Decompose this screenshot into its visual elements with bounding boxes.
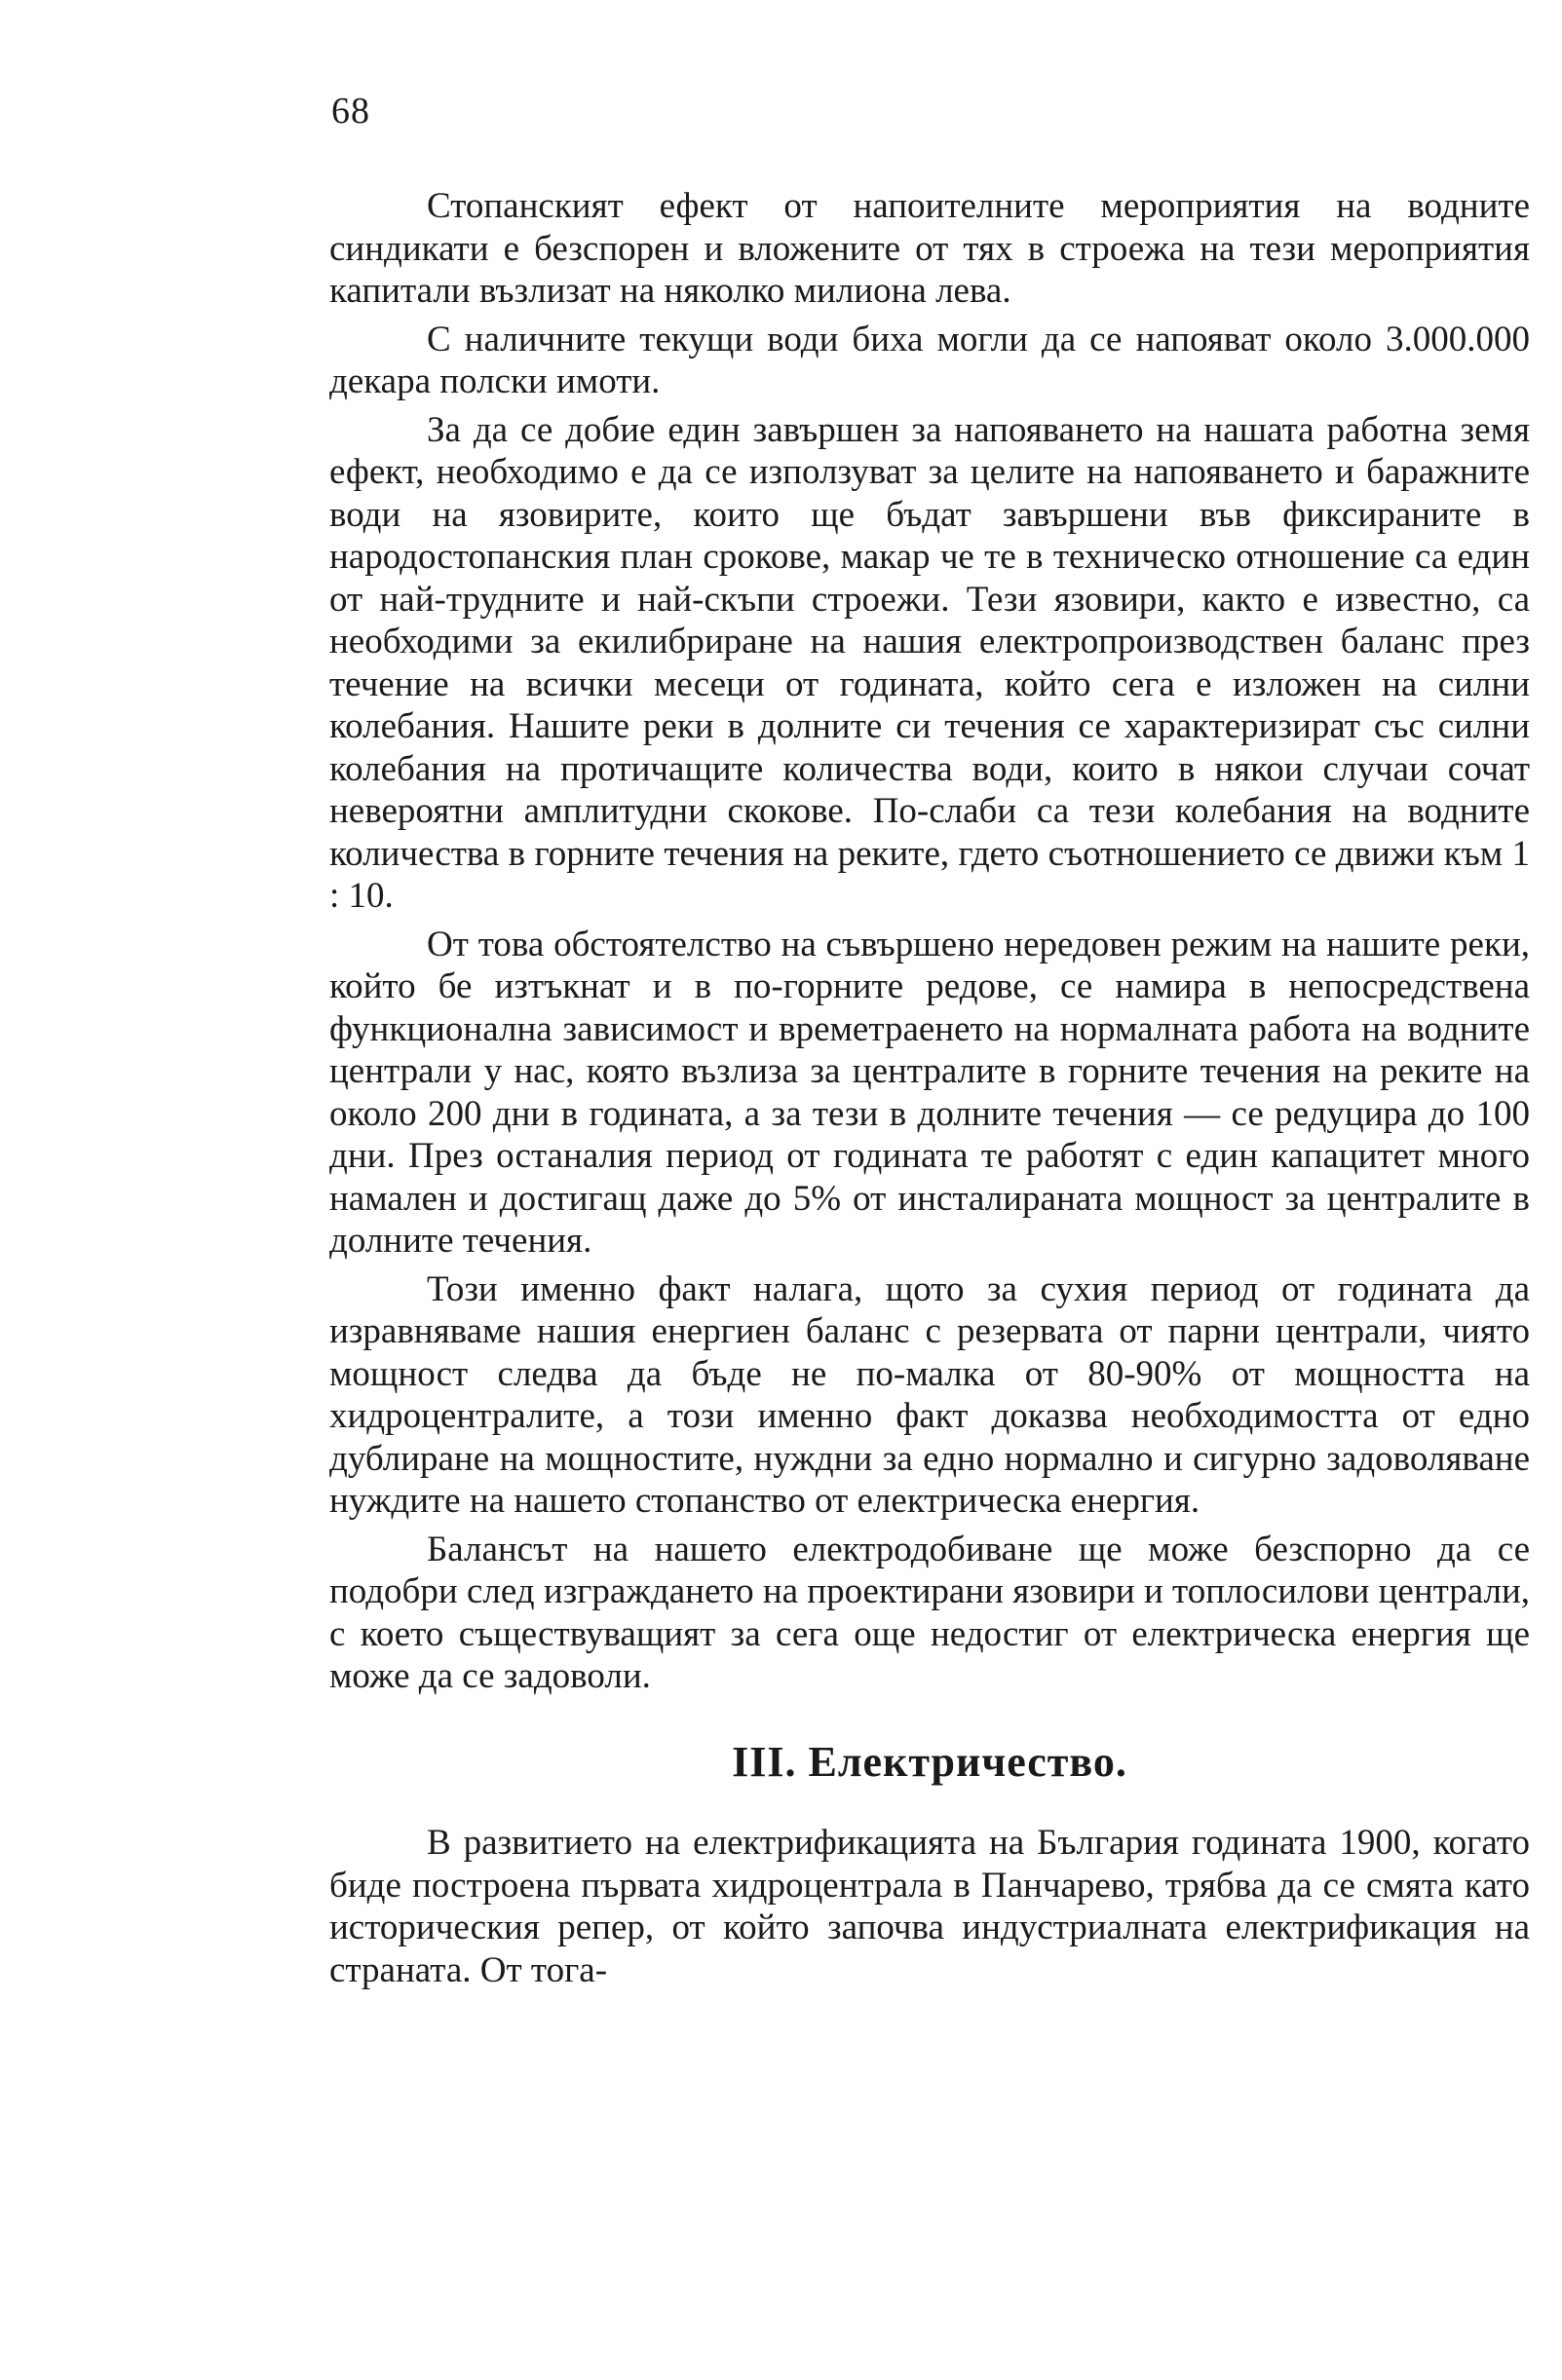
paragraph-2: С наличните текущи води биха могли да се напояват около 3.000.000 декара полски имоти. (329, 319, 1530, 401)
paragraph-6: Балансът на нашето електродобиване ще може безспорно да се подобри след изграждането на проектирани язовири и топлосилови централи, с което съществуващият за сега още недостиг от електрическа енергия ще може да се задоволи. (329, 1529, 1530, 1696)
paragraph-5: Този именно факт налага, щото за сухия период от годината да изравняваме нашия енергиен баланс с резервата от парни централи, чиято мощност следва да бъде не по-малка от 80-90% от мощността на хидроцентралите, а този именно факт доказва необходимостта от едно дублиране на мощностите, нуждни за едно нормално и сигурно задоволяване нуждите на нашето стопанство от електрическа енергия. (329, 1268, 1530, 1521)
paragraph-1: Стопанският ефект от напоителните мероприятия на водните синдикати е безспорен и вложените от тях в строежа на тези мероприятия капитали възлизат на няколко милиона лева. (329, 186, 1530, 311)
section-paragraph: В развитието на електрификацията на България годината 1900, когато биде построена първата хидроцентрала в Панчарево, трябва да се смята като историческия репер, от който започва индустриалната електрификация на страната. От тога- (329, 1823, 1530, 1990)
section-heading: III. Електричество. (732, 1737, 1127, 1786)
body-text (329, 185, 1530, 1991)
page-number: 68 (331, 91, 370, 132)
paragraph-3: За да се добие един завършен за напояването на нашата работна земя ефект, необходимо е да се използуват за целите на напояването и баражните води на язовирите, които ще бъдат завършени във фиксираните в народостопанския план срокове, макар че те в техническо отношение са един от най-трудните и най-скъпи строежи. Тези язовири, както е известно, са необходими за екилибриране на нашия електропроизводствен баланс през течение на всички месеци от годината, който сега е изложен на силни колебания. Нашите реки в долните си течения се характеризират със силни колебания на протичащите количества води, които в някои случаи сочат невероятни амплитудни скокове. По-слаби са тези колебания на водните количества в горните течения на реките, гдето съотношението се движи към 1 : 10. (329, 409, 1530, 916)
paragraph-4: От това обстоятелство на съвършено нередовен режим на нашите реки, който бе изтъкнат и в по-горните редове, се намира в непосредствена функционална зависимост и времетраенето на нормалната работа на водните централи у нас, която възлиза за централите в горните течения на реките на около 200 дни в годината, а за тези в долните течения — се редуцира до 100 дни. През останалия период от годината те работят с един капацитет много намален и достигащ даже до 5% от инсталираната мощност за централите в долните течения. (329, 924, 1530, 1261)
